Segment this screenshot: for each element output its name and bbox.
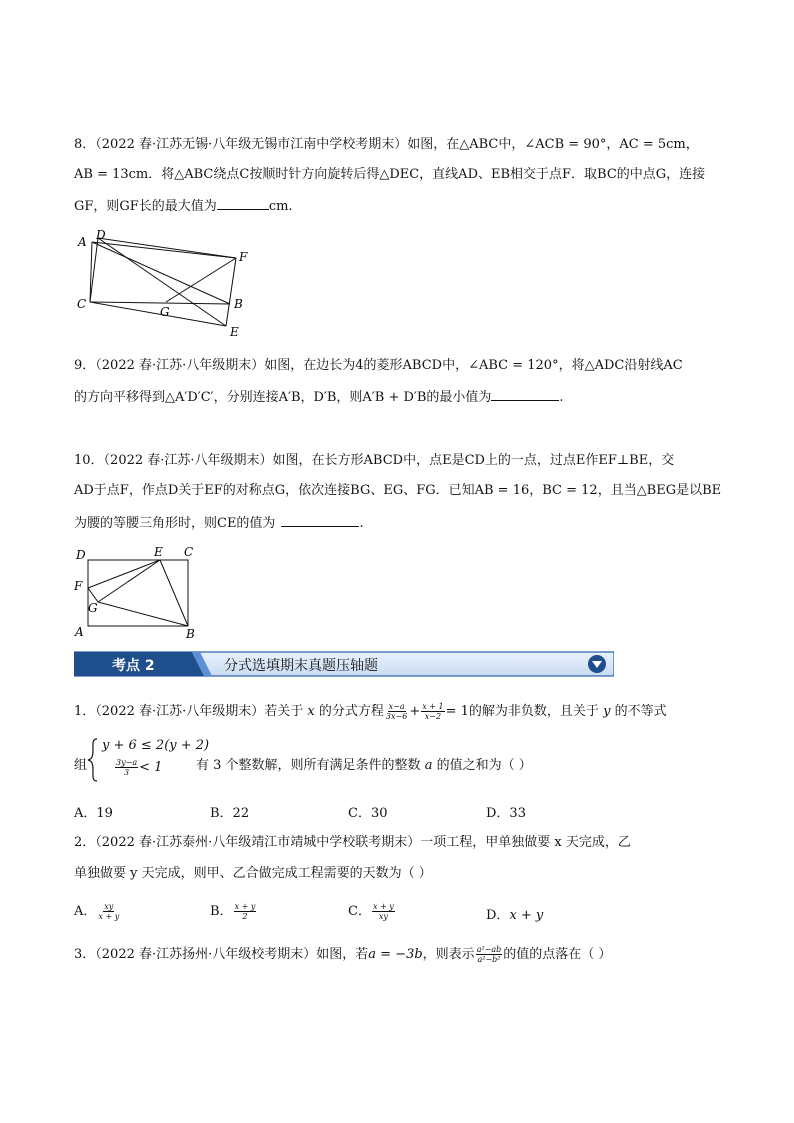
s1-tail-text: 有 3 个整数解，则所有满足条件的整数 <box>196 758 421 773</box>
q9-answer-blank[interactable] <box>491 388 559 401</box>
q8-line-2: AB = 13cm．将△ABC绕点C按顺时针方向旋转后得△DEC，直线AD、EB相交于点F．取BC的中点G，连接 <box>74 167 706 182</box>
s1-var-y: y <box>603 704 611 719</box>
s3-mid: ，则表示 <box>422 947 475 962</box>
q10-label-g: G <box>88 601 98 615</box>
q8-figure <box>74 228 254 340</box>
s2-choice-a-fraction <box>97 902 120 921</box>
section-header-bar <box>74 650 614 678</box>
s3-condition: a = −3b <box>368 947 423 962</box>
s1-intro: 1．（2022 春·江苏·八年级期末）若关于 <box>74 704 304 719</box>
q10-figure <box>72 544 204 642</box>
q10-label-d: D <box>76 548 86 562</box>
s2-choice-b-letter: B． <box>210 904 233 919</box>
s2-choice-d[interactable] <box>486 904 543 923</box>
s1-plus: + <box>409 704 421 719</box>
s1-choice-b[interactable]: B．22 <box>210 806 250 821</box>
s1-var-a: a <box>424 758 433 773</box>
section-tag: 考点 2 <box>112 658 155 674</box>
s2-choice-c-fraction <box>372 902 395 921</box>
s1-fraction-1 <box>385 702 408 721</box>
q9-line-2-end: . <box>559 390 564 405</box>
s1-inequality-2 <box>114 758 162 777</box>
s2-line-1: 2．（2022 春·江苏泰州·八年级靖江市靖城中学校联考期末）一项工程，甲单独做要 x 天完成，乙 <box>74 835 631 850</box>
s2-b-num: x + y <box>234 902 256 911</box>
s1-inequality-1: y + 6 ≤ 2(y + 2) <box>102 738 210 753</box>
q10-label-c: C <box>184 545 194 559</box>
s1-eq-one: = 1 <box>445 704 469 719</box>
q10-line-1: 10．（2022 春·江苏·八年级期末）如图，在长方形ABCD中，点E是CD上的一点，过点E作EF⊥BE，交 <box>74 453 675 468</box>
q8-line-3-text: GF，则GF长的最大值为 <box>74 199 217 214</box>
s1-var-x: x <box>307 704 315 719</box>
s2-choice-d-text: x + y <box>509 908 544 923</box>
s3-f-den: a²−b² <box>477 955 501 964</box>
q10-line-3 <box>74 514 364 533</box>
s2-line-2: 单独做要 y 天完成，则甲、乙合做完成工程需要的天数为（ ） <box>74 866 432 881</box>
q9-line-2-text: 的方向平移得到△A′D′C′，分别连接A′B，D′B，则A′B + D′B的最小值为 <box>74 390 492 405</box>
brace-icon <box>87 738 99 782</box>
q8-answer-blank[interactable] <box>217 197 269 210</box>
q10-label-a: A <box>75 625 84 639</box>
s2-choice-b-fraction <box>234 902 257 921</box>
s2-choice-c[interactable] <box>348 900 396 921</box>
q10-label-b: B <box>186 627 195 641</box>
s1-f2-num: x + 1 <box>422 702 444 711</box>
q10-line-2: AD于点F，作点D关于EF的对称点G，依次连接BG、EG、FG．已知AB = 16，BC = 12，且当△BEG是以BE <box>74 483 722 498</box>
q8-line-1: 8．（2022 春·江苏无锡·八年级无锡市江南中学校考期末）如图，在△ABC中，∠ACB = 90°，AC = 5cm， <box>74 137 699 152</box>
q10-label-f: F <box>74 579 83 593</box>
s3-post: 的值的点落在（ ） <box>503 947 612 962</box>
s2-b-den: 2 <box>242 912 248 921</box>
s1-ineq2-den: 3 <box>124 768 130 777</box>
s2-choice-a[interactable] <box>74 900 121 921</box>
s3-fraction <box>476 945 503 964</box>
s1-f1-num: x−a <box>388 702 405 711</box>
q8-label-g: G <box>160 305 170 319</box>
s2-a-den: x + y <box>98 912 120 921</box>
s1-line-1 <box>74 702 667 721</box>
s3-line-1 <box>74 945 611 964</box>
s1-tail-end: 的值之和为（ ） <box>436 758 532 773</box>
s2-c-den: xy <box>378 912 388 921</box>
s1-fraction-2 <box>421 702 444 721</box>
s1-f2-den: x−2 <box>424 712 442 721</box>
s2-choice-a-letter: A． <box>74 904 97 919</box>
q8-label-f: F <box>239 250 248 264</box>
s2-a-num: xy <box>104 902 114 911</box>
s1-intro-end: 的不等式 <box>614 704 667 719</box>
s1-group-prefix: 组 <box>74 758 88 773</box>
q9-line-2 <box>74 388 564 407</box>
s2-choice-d-letter: D． <box>486 908 510 923</box>
s1-ineq2-num: 3y−a <box>116 758 138 767</box>
s1-ineq2-fraction <box>115 758 138 777</box>
q8-label-c: C <box>77 297 87 311</box>
s1-tail <box>196 754 532 773</box>
s1-intro-mid: 的分式方程 <box>318 704 384 719</box>
q10-label-e: E <box>154 545 163 559</box>
s2-choice-c-letter: C． <box>348 904 371 919</box>
q8-label-b: B <box>234 297 243 311</box>
s2-choice-b[interactable] <box>210 900 257 921</box>
q8-line-3-unit: cm. <box>268 199 293 214</box>
q8-line-3 <box>74 197 293 216</box>
q10-line-3-end: . <box>359 516 364 531</box>
s1-choice-d[interactable]: D．33 <box>486 806 526 821</box>
q10-answer-blank[interactable] <box>281 514 359 527</box>
s1-intro-post: 的解为非负数，且关于 <box>468 704 599 719</box>
s1-choice-a[interactable]: A．19 <box>74 806 113 821</box>
s1-choice-c[interactable]: C．30 <box>348 806 388 821</box>
s3-f-num: a²−ab <box>476 945 502 954</box>
q8-label-d: D <box>96 228 106 242</box>
q8-label-e: E <box>230 325 239 339</box>
q10-line-3-text: 为腰的等腰三角形时，则CE的值为 <box>74 516 276 531</box>
s3-pre: 3．（2022 春·江苏扬州·八年级校考期末）如图，若 <box>74 947 369 962</box>
s2-c-num: x + y <box>372 902 394 911</box>
s1-ineq2-rest: < 1 <box>139 760 163 775</box>
section-title: 分式选填期末真题压轴题 <box>224 658 378 674</box>
q9-line-1: 9．（2022 春·江苏·八年级期末）如图，在边长为4的菱形ABCD中，∠ABC = 120°，将△ADC沿射线AC <box>74 358 683 373</box>
q8-label-a: A <box>78 235 87 249</box>
s1-f1-den: 3x−6 <box>385 712 408 721</box>
